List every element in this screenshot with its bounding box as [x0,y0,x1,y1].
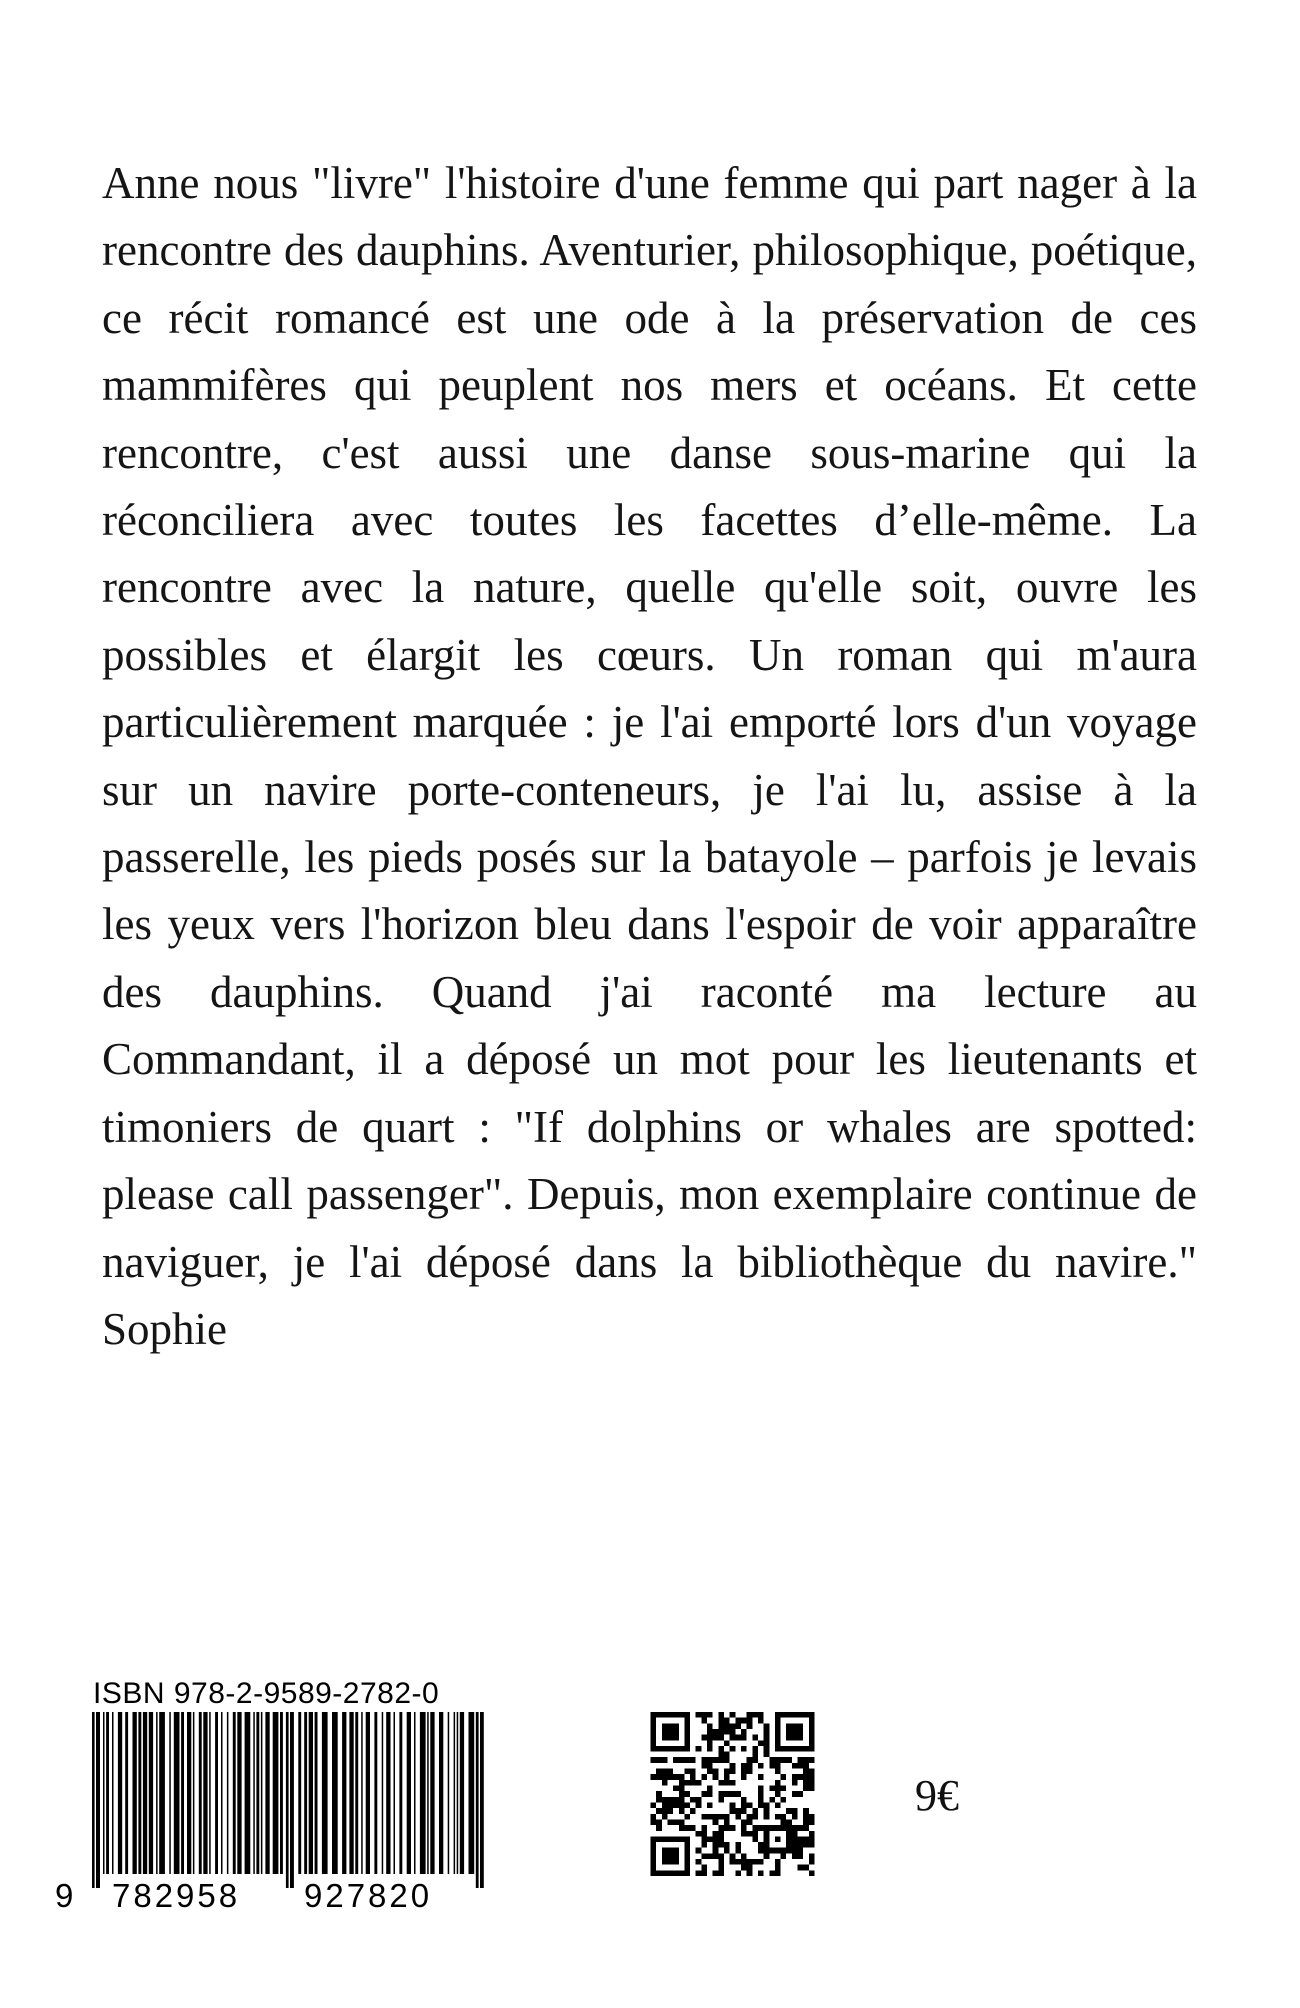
barcode-icon [92,1712,484,1888]
qr-code-icon [650,1712,815,1876]
barcode-digits-right: 927820 [304,1877,433,1914]
isbn-label: ISBN 978-2-9589-2782-0 [93,1677,440,1710]
price-label: 9€ [915,1771,959,1820]
barcode-digits-left: 782958 [112,1877,241,1914]
back-cover-blurb: Anne nous "livre" l'histoire d'une femme qui part nager à la rencontre des dauphins. Aventurier, philosophique, poétique, ce récit romancé est une ode à la préservation de ces mammifères qui peuplent nos mers et océans. Et cette rencontre, c'est aussi une danse sous-marine qui la réconciliera avec toutes les facettes d’elle-même. La rencontre avec la nature, quelle qu'elle soit, ouvre les possibles et élargit les cœurs. Un roman qui m'aura particulièrement marquée : je l'ai emporté lors d'un voyage sur un navire porte-conteneurs, je l'ai lu, assise à la passerelle, les pieds posés sur la batayole – parfois je levais les yeux vers l'horizon bleu dans l'espoir de voir apparaître des dauphins. Quand j'ai raconté ma lecture au Commandant, il a déposé un mot pour les lieutenants et timoniers de quart : "If dolphins or whales are spotted: please call passenger". Depuis, mon exemplaire continue de naviguer, je l'ai déposé dans la bibliothèque du navire." Sophie [102,158,1197,1354]
barcode-lead-digit: 9 [55,1877,74,1914]
